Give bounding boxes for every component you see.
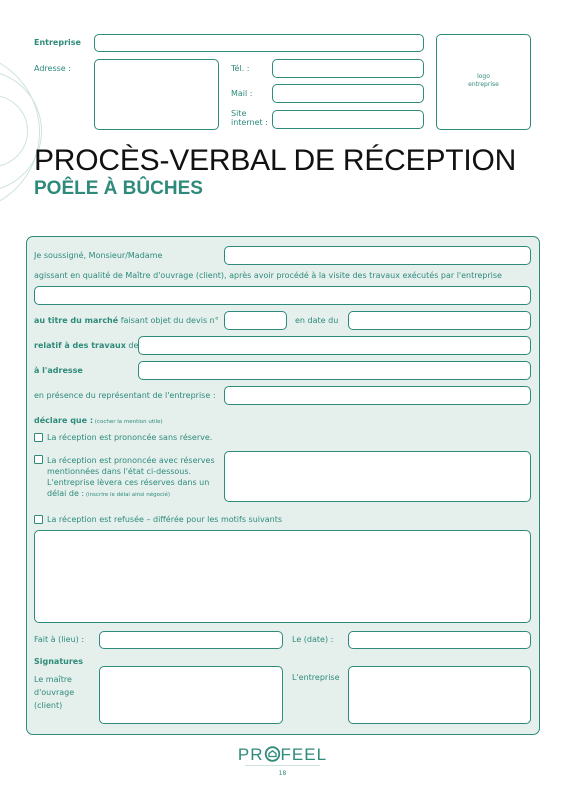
acting-label: agissant en qualité de Maître d'ouvrage (client), après avoir procédé à la visite des travaux exécutés par l'entreprise [34, 271, 502, 280]
company-signature-label: L'entreprise [292, 673, 340, 682]
date-label: Le (date) : [292, 635, 334, 644]
representative-field[interactable] [224, 386, 531, 405]
company-signature-field[interactable] [348, 666, 531, 724]
phone-field[interactable] [272, 59, 424, 78]
quote-date-field[interactable] [348, 311, 531, 330]
undersigned-field[interactable] [224, 246, 531, 265]
works-field[interactable] [138, 336, 531, 355]
brand-logo-text-end: FEEL [280, 745, 328, 764]
logo-placeholder-text: logo entreprise [468, 73, 499, 88]
site-address-label: à l'adresse [34, 366, 83, 375]
mail-label: Mail : [231, 89, 253, 98]
option-with-reserves-label: La réception est prononcée avec réserves mentionnées dans l'état ci-dessous. L'entreprise lèvera ces réserves dans un délai de : (inscrire le délai ainsi négocié) [47, 456, 215, 498]
logo-box [436, 34, 531, 130]
option-with-reserves-checkbox[interactable] [34, 455, 43, 464]
market-label: au titre du marché faisant objet du devis n° [34, 316, 219, 325]
quote-number-field[interactable] [224, 311, 287, 330]
presence-label: en présence du représentant de l'entreprise : [34, 391, 216, 400]
declare-label: déclare que : (cocher la mention utile) [34, 416, 163, 425]
company-label: Entreprise [34, 38, 81, 47]
phone-label: Tél. : [231, 64, 250, 73]
works-label: relatif à des travaux de [34, 341, 139, 350]
page-title: PROCÈS-VERBAL DE RÉCEPTION [34, 144, 517, 177]
site-address-field[interactable] [138, 361, 531, 380]
reserves-field[interactable] [224, 451, 531, 502]
quote-date-label: en date du [295, 316, 339, 325]
made-at-label: Fait à (lieu) : [34, 635, 85, 644]
company-field[interactable] [94, 34, 424, 52]
option-refused-checkbox[interactable] [34, 515, 43, 524]
contractor-field[interactable] [34, 286, 531, 305]
brand-logo [0, 745, 565, 767]
brand-logo-text-start: PR [237, 745, 264, 764]
mail-field[interactable] [272, 84, 424, 103]
address-label: Adresse : [34, 64, 71, 73]
address-field[interactable] [94, 59, 219, 130]
brand-house-icon [264, 746, 281, 767]
client-signature-field[interactable] [99, 666, 283, 724]
client-signature-label: Le maître d'ouvrage (client) [34, 675, 75, 710]
made-at-field[interactable] [99, 631, 283, 649]
option-no-reserve-label: La réception est prononcée sans réserve. [47, 433, 213, 442]
website-field[interactable] [272, 110, 424, 129]
signatures-label: Signatures [34, 657, 83, 666]
undersigned-label: Je soussigné, Monsieur/Madame [34, 251, 163, 260]
date-field[interactable] [348, 631, 531, 649]
page-subtitle: POÊLE À BÛCHES [34, 178, 203, 199]
option-refused-label: La réception est refusée – différée pour les motifs suivants [47, 515, 283, 524]
website-label: Site internet : [231, 109, 268, 127]
page-number: 18 [278, 770, 287, 777]
reasons-field[interactable] [34, 530, 531, 623]
brand-underline [245, 765, 320, 766]
option-no-reserve-checkbox[interactable] [34, 433, 43, 442]
